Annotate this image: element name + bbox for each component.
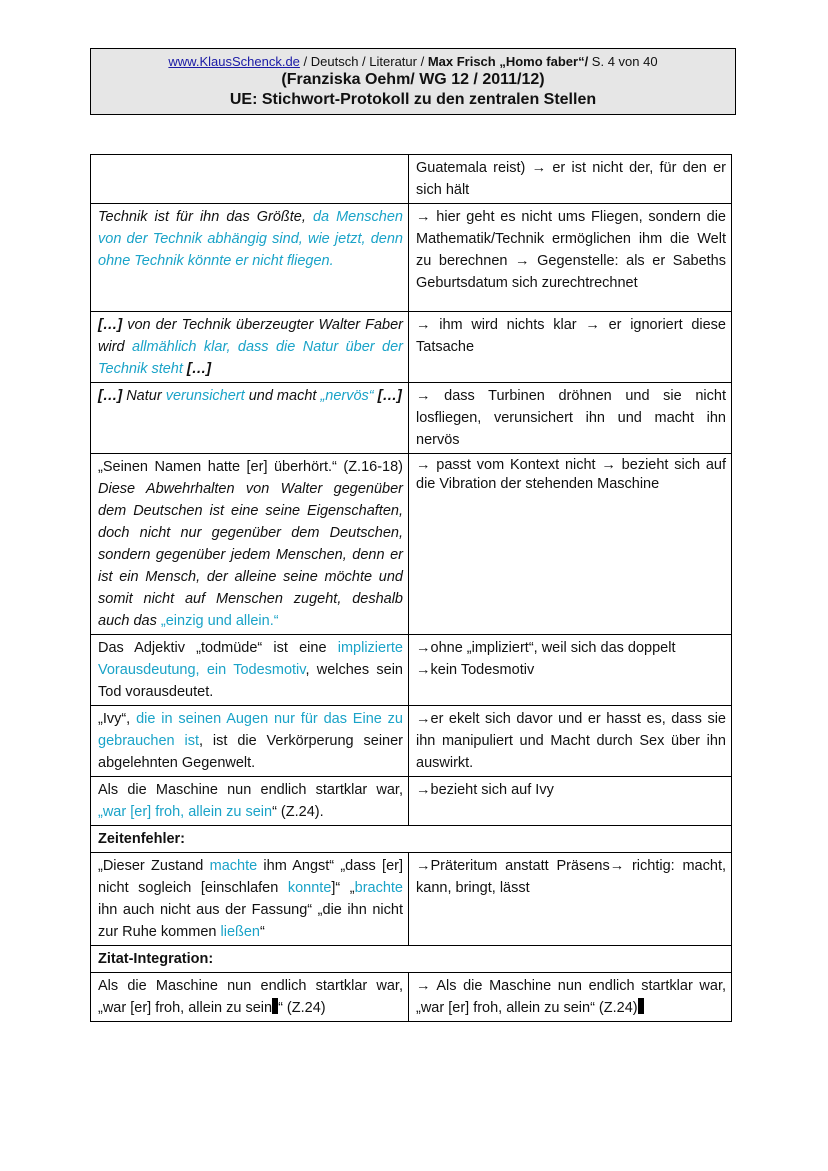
header-line-3: UE: Stichwort-Protokoll zu den zentralen Stellen [229,91,597,108]
cell-text: ihn auch nicht aus der Fassung“ „die ihn nicht zur Ruhe kommen [98,902,403,940]
table-row [91,777,732,826]
left-cell [91,383,409,454]
right-cell: →er ekelt sich davor und er hasst es, dass sie ihn manipuliert und Macht durch Sex über ihn auswirkt. [409,706,732,777]
section-heading: Zitat-Integration: [91,946,732,973]
right-cell [409,454,732,635]
table-row [91,454,732,635]
section-row [91,946,732,973]
left-cell [91,204,409,312]
highlight-text: „war [er] froh, allein zu sein [98,804,273,820]
cell-text: Als die Maschine nun endlich startklar war, [98,782,403,798]
right-cell: → dass Turbinen dröhnen und sie nicht losfliegen, verunsichert ihn und macht ihn nervös [409,383,732,454]
header-line-1 [91,54,735,69]
site-link[interactable]: www.KlausSchenck.de [168,54,300,69]
cell-text: “ (Z.24) [278,1000,326,1016]
header-line-2: (Franziska Oehm/ WG 12 / 2011/12) [281,71,545,88]
cell-text: Technik ist für ihn das Größte, [98,209,313,225]
highlight-text: verunsichert [165,388,245,404]
document-header [90,48,736,115]
cell-text: → passt vom Kontext nicht → bezieht sich auf die Vibration der stehenden Maschine [416,457,726,492]
left-cell [91,155,409,204]
table-row [91,155,732,204]
highlight-text: brachte [354,880,403,896]
section-heading: Zeitenfehler: [91,826,732,853]
cell-text: „Seinen Namen hatte [er] überhört.“ (Z.16-18) [98,459,403,475]
right-cell [409,973,732,1022]
table-row [91,973,732,1022]
cell-text: Natur [122,388,166,404]
cell-text: “ [260,924,265,940]
right-cell: → hier geht es nicht ums Fliegen, sondern die Mathematik/Technik ermöglichen ihm die Welt zu berechnen → Gegenstelle: als er Sabeths Geburtsdatum sich zurechtrechnet [409,204,732,312]
table-row [91,383,732,454]
highlight-text: allmählich klar, dass die Natur über der Technik steht [98,339,403,377]
header-page-info: S. 4 von 40 [588,54,658,69]
cell-text: →kein Todesmotiv [416,662,535,678]
right-cell [409,635,732,706]
cell-text: von der Technik überzeugter Walter Faber wird [98,317,403,355]
cell-text: ihm Angst“ „dass [er] nicht sogleich [einschlafen [98,858,403,896]
highlight-text: „einzig und allein.“ [160,613,279,629]
left-cell [91,635,409,706]
cell-text: […] [98,317,123,333]
right-cell: Guatemala reist) → er ist nicht der, für den er sich hält [409,155,732,204]
left-cell [91,777,409,826]
header-book: Max Frisch „Homo faber“/ [427,54,589,69]
cell-text: ]“ „ [331,880,355,896]
header-path: / Deutsch / Literatur / [299,54,428,69]
table-row [91,312,732,383]
cell-text: „Dieser Zustand [98,858,210,874]
section-row [91,826,732,853]
cell-text: […] [98,388,123,404]
cell-text: →ohne „impliziert“, weil sich das doppelt [416,640,676,656]
cell-text: Als die Maschine nun endlich startklar war, „war [er] froh, allein zu sein [98,978,403,1016]
cell-text: […] [182,361,212,377]
highlight-text: die in seinen Augen nur für das Eine zu gebrauchen ist [98,711,403,749]
highlight-text: konnte [287,880,332,896]
table-row [91,635,732,706]
table-row [91,853,732,946]
right-cell: →bezieht sich auf Ivy [409,777,732,826]
left-cell [91,706,409,777]
table-row [91,204,732,312]
cell-text: , ist die Verkörperung seiner abgelehnten Gegenwelt. [98,733,404,771]
highlight-text: „nervös“ [320,388,374,404]
cell-text: , welches sein Tod vorausdeutet. [98,662,403,700]
cell-text: Das Adjektiv „todmüde“ ist eine [98,640,338,656]
cell-text: […] [373,388,402,404]
cell-text: “ (Z.24). [272,804,324,820]
table-row [91,706,732,777]
text-cursor [638,998,644,1014]
cell-text: „Ivy“, [98,711,137,727]
left-cell [91,973,409,1022]
cell-text: Diese Abwehrhalten von Walter gegenüber dem Deutschen ist eine seine Eigenschaften, doch nicht nur gegenüber dem Deutschen, sondern gegenüber jedem Menschen, denn er ist ein Mensch, der alleine seine möchte und somit nicht auf Menschen zugeht, deshalb auch das [98,481,403,629]
highlight-text: implizierte Vorausdeutung, ein Todesmotiv [98,640,403,678]
right-cell: →Präteritum anstatt Präsens→ richtig: macht, kann, bringt, lässt [409,853,732,946]
left-cell [91,454,409,635]
highlight-text: machte [209,858,258,874]
protocol-table [90,154,732,1022]
highlight-text: da Menschen von der Technik abhängig sind, wie jetzt, denn ohne Technik könnte er nicht fliegen. [98,209,403,269]
cell-text: und macht [244,388,321,404]
right-cell: → ihm wird nichts klar → er ignoriert diese Tatsache [409,312,732,383]
left-cell [91,853,409,946]
cell-text: → Als die Maschine nun endlich startklar war, „war [er] froh, allein zu sein“ (Z.24) [416,978,726,1016]
highlight-text: ließen [220,924,260,940]
left-cell [91,312,409,383]
